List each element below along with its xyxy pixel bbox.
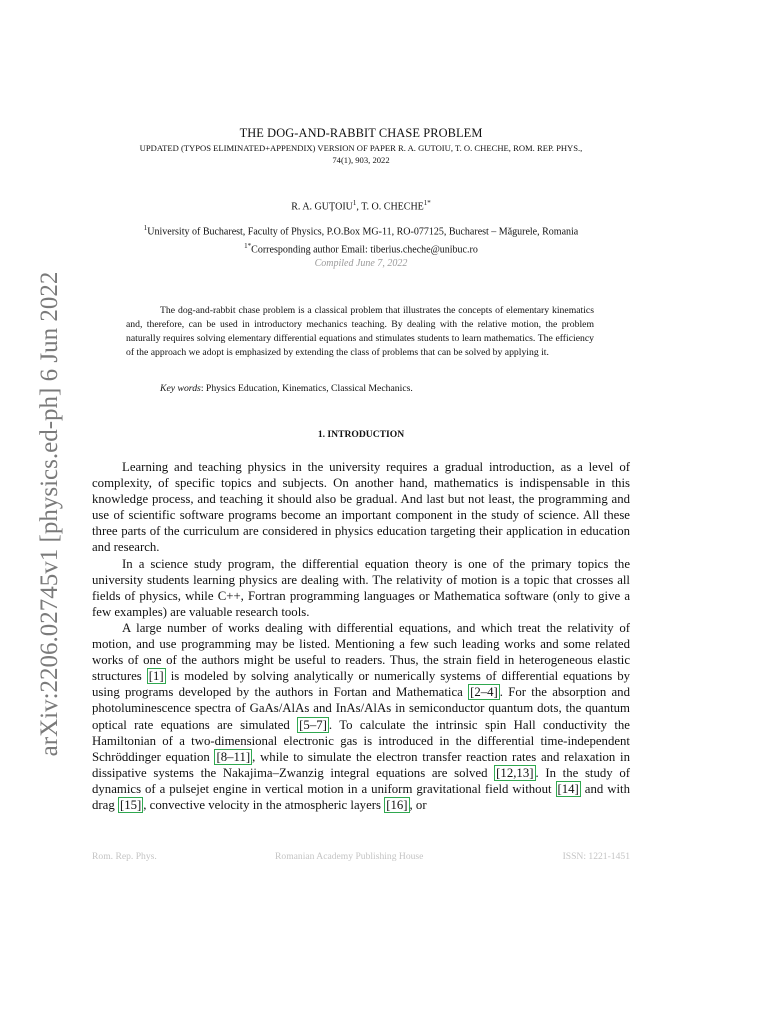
citation-link[interactable]: [14] [557,781,579,796]
affiliation-sup: 1 [143,224,148,232]
author-1-sup: 1 [352,199,357,207]
footer-publisher: Romanian Academy Publishing House [275,851,424,862]
keywords-list: : Physics Education, Kinematics, Classical Mechanics. [200,383,413,394]
section-heading: 1. INTRODUCTION [317,429,405,440]
paragraph-3-text: A large number of works dealing with differential equations, and which treat the relativity of motion, and use programming may be listed. Mentioning a few such leading works and some related works of one of the authors might be useful to readers. Thus, the strain field in heterogeneous elastic structures [92,620,630,684]
citation-link[interactable]: [15] [119,797,142,812]
subtitle-line-2: 74(1), 903, 2022 [332,155,390,166]
compiled-date: Compiled June 7, 2022 [314,258,408,269]
citation-link[interactable]: [5–7] [299,717,327,732]
keywords [160,383,413,394]
keywords-label: Key words [160,383,201,394]
affiliations [0,221,722,258]
paragraph-3-text: . For the absorption and photoluminescence spectra of GaAs/AlAs and InAs/AlAs in semiconductor quantum dots, the quantum optical rate equations are simulated [92,685,630,732]
paragraph-3-text: , convective velocity in the atmospheric layers [143,797,385,812]
paper-subtitle [90,142,632,167]
corresponding-email: Corresponding author Email: tiberius.cheche@unibuc.ro [251,244,478,256]
paragraph-3-text: , or [409,797,427,812]
paper-title: THE DOG-AND-RABBIT CHASE PROBLEM [239,126,483,140]
body-text [92,459,630,813]
paragraph-3-text: is modeled by solving analytically or numerically systems of differential equations by using programs developed by the authors in Fortan and Mathematica [92,669,630,700]
arxiv-side-stamp: arXiv:2206.02745v1 [physics.ed-ph] 6 Jun 2022 [36,271,63,757]
footer-issn: ISSN: 1221-1451 [562,851,630,862]
author-list [0,199,722,212]
paragraph-3-text: . To calculate the intrinsic spin Hall conductivity the Hamiltonian of a two-dimensional electronic gas is introduced in the differential time-independent Schröddinger equation [92,717,630,764]
paragraph-3-text: and with drag [92,781,630,812]
subtitle-line-1: UPDATED (TYPOS ELIMINATED+APPENDIX) VERSION OF PAPER R. A. GUTOIU, T. O. CHECHE, ROM. REP. PHYS., [139,143,583,153]
citation-link[interactable]: [16] [386,797,408,812]
affiliation-line [0,221,722,239]
author-2-sup: 1* [423,199,431,207]
citation-link[interactable]: [2–4] [470,685,498,700]
paragraph-3-text: . In the study of dynamics of a pulsejet engine in vertical motion in a uniform gravitational field without [92,765,630,796]
citation-link[interactable]: [12,13] [496,765,534,780]
abstract-text: The dog-and-rabbit chase problem is a classical problem that illustrates the concepts of elementary kinematics and, therefore, can be used in introductory mechanics teaching. By dealing with the relative motion, the problem naturally requires solving elementary differential equations and stimulates students to learn mathematics. The efficiency of the approach we adopt is emphasized by extending the class of problems that can be solved by applying it. [126,305,594,358]
paragraph-1: Learning and teaching physics in the university requires a gradual introduction, as a level of complexity, of specific topics and subjects. On another hand, mathematics is indispensable in this knowledge process, and teaching it should also be gradual. And last but not least, the programming and use of scientific software programs become an important component in the study of science. All these three parts of the curriculum are considered in physics education targeting their application in education and research. [92,460,630,555]
affiliation-text: University of Bucharest, Faculty of Physics, P.O.Box MG-11, RO-077125, Bucharest – Măgurele, Romania [147,226,579,238]
author-separator: , T. O. CHECHE [356,201,424,213]
citation-link[interactable]: [8–11] [216,749,251,764]
paragraph-3 [92,620,630,813]
paragraph-3-text: , while to simulate the electron transfer reaction rates and relaxation in dissipative systems the Nakajima–Zwanzig integral equations are solved [92,749,630,780]
paragraph-2: In a science study program, the differential equation theory is one of the primary topics the university students learning physics are dealing with. The relativity of motion is a topic that crosses all fields of physics, while C++, Fortran programming languages or Mathematica software (only to give a few examples) are valuable research tools. [92,556,630,619]
corresponding-sup: 1* [244,242,252,251]
abstract [126,304,594,360]
corresponding-line [0,239,722,257]
citation-link[interactable]: [1] [148,669,164,684]
footer-journal: Rom. Rep. Phys. [92,851,157,862]
author-1: R. A. GUȚOIU [291,201,353,213]
